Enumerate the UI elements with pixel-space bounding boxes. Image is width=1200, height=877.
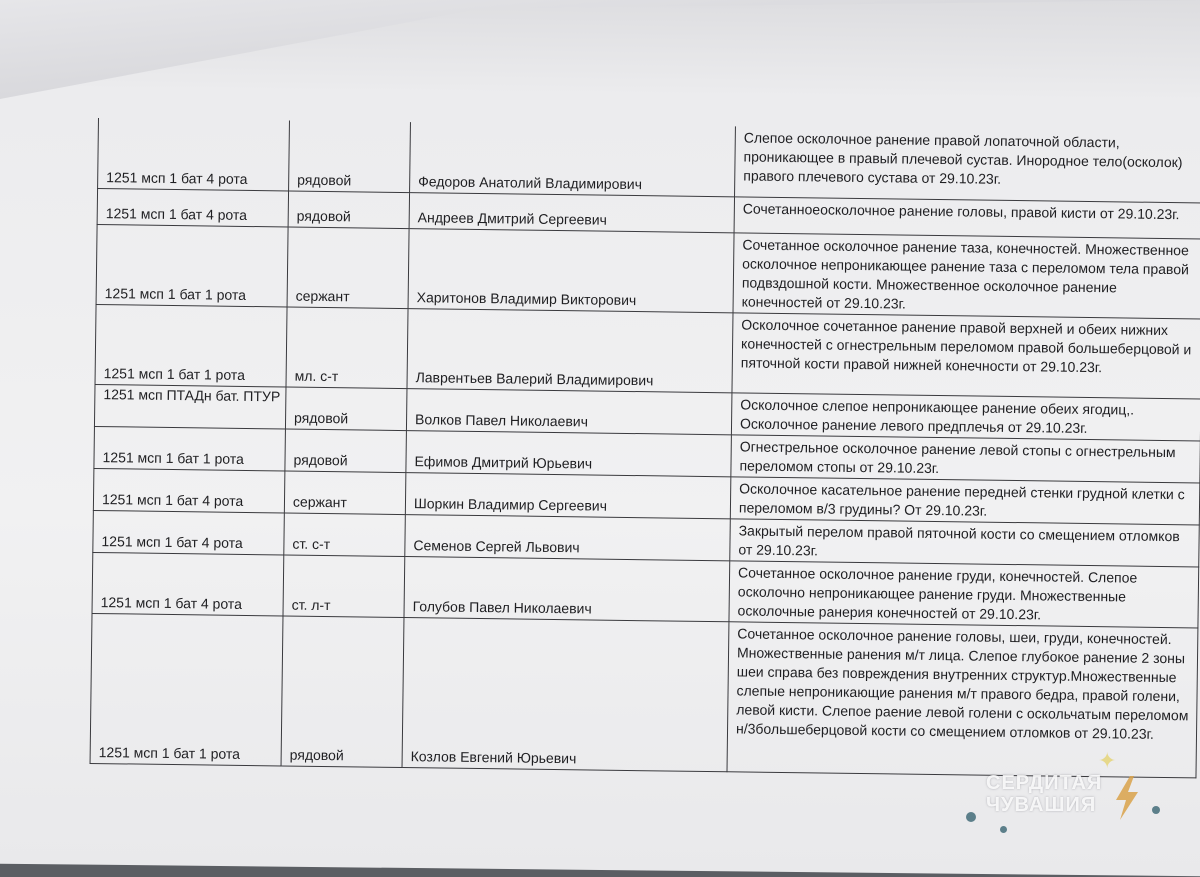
injury-cell: Сочетанное осколочное ранение груди, конечностей. Слепое осколочно непроникающее ранение груди. Множественные осколочные ранерия конечностей от 29.10.23г.	[729, 560, 1199, 627]
lightning-icon	[1112, 776, 1142, 820]
watermark-line-2: ЧУВАШИЯ	[986, 794, 1097, 816]
casualty-table	[90, 118, 1200, 778]
injury-cell: Сочетанноеосколочное ранение головы, правой кисти от 29.10.23г.	[734, 196, 1200, 238]
name-cell: Федоров Анатолий Владимирович	[410, 122, 736, 196]
watermark-dot	[1152, 806, 1160, 814]
sparkle-icon: ✦	[1098, 748, 1117, 773]
name-cell: Шоркин Владимир Сергеевич	[405, 472, 731, 518]
casualty-document	[90, 118, 1200, 778]
rank-cell: рядовой	[285, 428, 407, 472]
name-cell: Лаврентьев Валерий Владимирович	[407, 308, 733, 392]
table-row	[95, 304, 1200, 398]
rank-cell: сержант	[287, 226, 409, 308]
watermark-dot	[966, 812, 976, 822]
watermark-dot	[1000, 826, 1007, 833]
table-row	[96, 224, 1200, 318]
injury-cell: Осколочное касательное ранение передней стенки грудной клетки с переломом в/3 грудины? От 29.10.23г.	[730, 476, 1200, 524]
unit-cell: 1251 мсп ПТАДн бат. ПТУР	[94, 384, 286, 428]
injury-cell: Закрытый перелом правой пяточной кости со смещением отломков от 29.10.23г.	[730, 518, 1200, 566]
rank-cell: ст. с-т	[284, 512, 406, 556]
watermark-logo	[986, 772, 1102, 816]
watermark-line-1: СЕРДИТАЯ	[986, 772, 1103, 794]
unit-cell: 1251 мсп 1 бат 1 рота	[94, 426, 286, 470]
name-cell: Козлов Евгений Юрьевич	[402, 617, 729, 771]
unit-cell: 1251 мсп 1 бат 1 рота	[90, 613, 283, 765]
unit-cell: 1251 мсп 1 бат 1 рота	[96, 224, 288, 306]
table-row	[90, 613, 1198, 777]
name-cell: Волков Павел Николаевич	[406, 388, 732, 434]
rank-cell: рядовой	[288, 191, 409, 229]
unit-cell: 1251 мсп 1 бат 4 рота	[93, 510, 285, 554]
name-cell: Андреев Дмитрий Сергеевич	[409, 192, 734, 232]
unit-cell: 1251 мсп 1 бат 4 рота	[98, 118, 290, 190]
rank-cell: ст. л-т	[283, 554, 405, 617]
injury-cell: Сочетанное осколочное ранение головы, шеи, груди, конечностей. Множественные ранения м/т лица. Слепое глубокое ранение 2 зоны шеи справа без повреждения внутренних структур.Множественные слепые непроникающие ранения м/т правого бедра, правой голени, левой кисти. Слепое раение левой голени с оскольчатым переломом н/3большеберцовой кости со смещением отломков от 29.10.23г.	[727, 621, 1198, 777]
unit-cell: 1251 мсп 1 бат 4 рота	[97, 188, 288, 226]
injury-cell: Осколочное сочетанное ранение правой верхней и обеих нижних конечностей с огнестрельным переломом правой большеберцовой и пяточной кости правой нижней конечности от 29.10.23г.	[732, 312, 1200, 398]
unit-cell: 1251 мсп 1 бат 1 рота	[95, 304, 287, 386]
unit-cell: 1251 мсп 1 бат 4 рота	[92, 552, 284, 615]
name-cell: Семенов Сергей Львович	[405, 514, 731, 560]
injury-cell: Слепое осколочное ранение правой лопаточной области, проникающее в правый плечевой сустав. Инородное тело(осколок) правого плечевого сустава от 29.10.23г.	[735, 126, 1200, 202]
injury-cell: Сочетанное осколочное ранение таза, конечностей. Множественное осколочное непроникающее ранение таза с переломом тела правой подвздошной кости. Множественное осколочное ранение конечностей от 29.10.23г.	[733, 232, 1200, 318]
injury-cell: Осколочное слепое непроникающее ранение обеих ягодиц,. Осколочное ранение левого предплечья от 29.10.23г.	[731, 392, 1200, 440]
rank-cell: рядовой	[281, 615, 404, 767]
name-cell: Харитонов Владимир Викторович	[408, 228, 734, 312]
rank-cell: рядовой	[289, 121, 411, 193]
name-cell: Ефимов Дмитрий Юрьевич	[406, 430, 732, 476]
rank-cell: сержант	[284, 470, 406, 514]
rank-cell: рядовой	[285, 386, 407, 430]
unit-cell: 1251 мсп 1 бат 4 рота	[93, 468, 285, 512]
name-cell: Голубов Павел Николаевич	[404, 556, 730, 621]
rank-cell: мл. с-т	[286, 306, 408, 388]
injury-cell: Огнестрельное осколочное ранение левой стопы с огнестрельным переломом стопы от 29.10.23г.	[731, 434, 1200, 482]
